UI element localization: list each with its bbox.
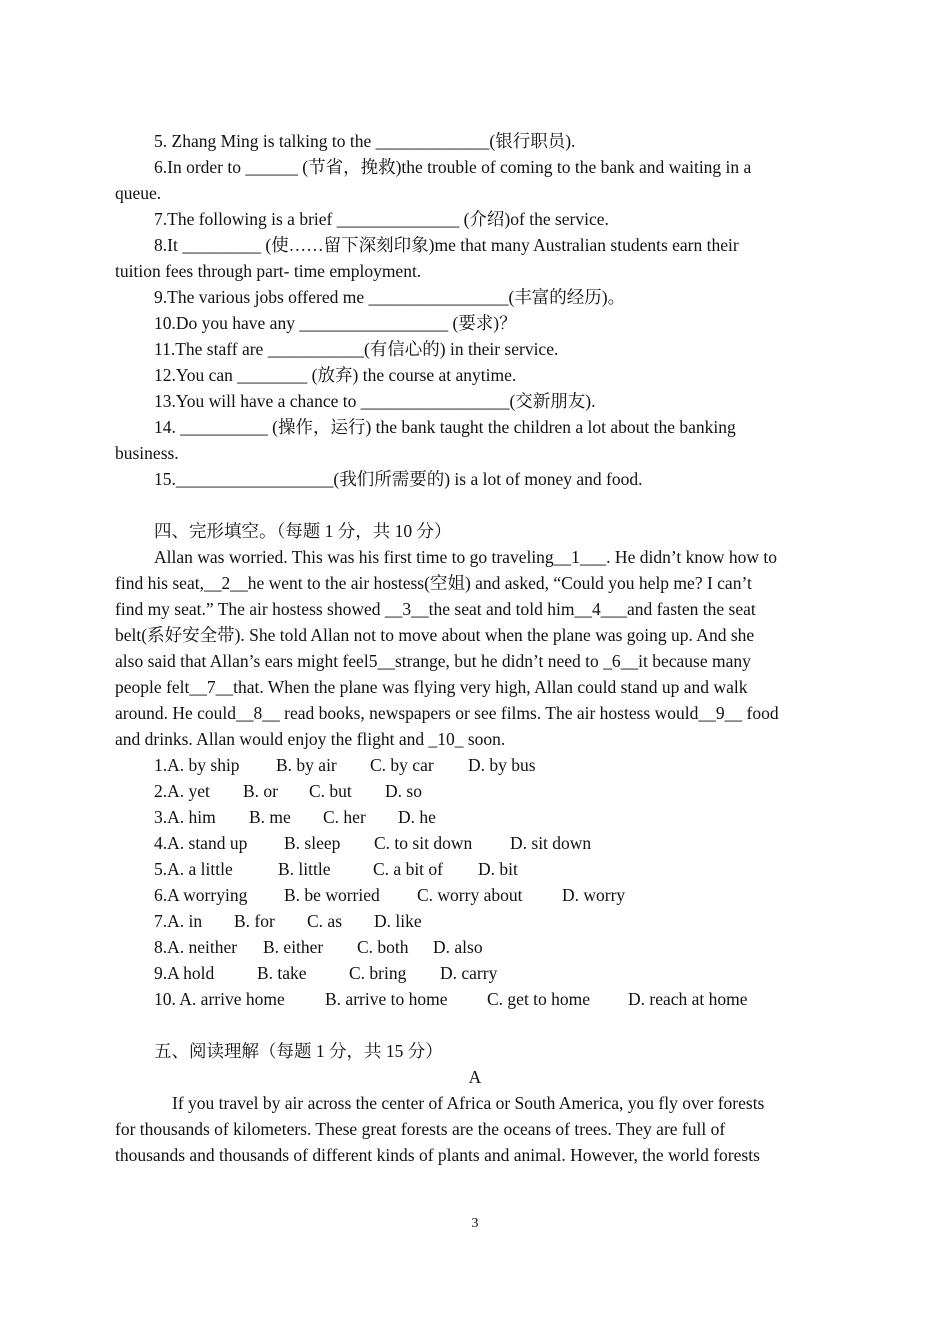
- reading-section-label: A: [468, 1067, 482, 1087]
- option: B. me: [249, 807, 291, 827]
- cloze-passage-line: and drinks. Allan would enjoy the flight and _10_ soon.: [115, 729, 506, 749]
- translation-item-11: 11.The staff are ___________(有信心的) in their service.: [154, 339, 559, 359]
- cloze-passage-line: around. He could__8__ read books, newspapers or see films. The air hostess would__9__ food: [115, 703, 779, 723]
- option: C. by car: [370, 755, 434, 775]
- cloze-options-row: [154, 830, 834, 856]
- option: C. both: [357, 937, 409, 957]
- cloze-heading: 四、完形填空。（每题 1 分，共 10 分）: [154, 521, 452, 541]
- page-number: 3: [471, 1216, 479, 1231]
- cloze-options-row: [154, 804, 834, 830]
- cloze-options-row: [154, 908, 834, 934]
- option: 1.A. by ship: [154, 755, 240, 775]
- option: 4.A. stand up: [154, 833, 248, 853]
- cloze-options-row: [154, 986, 834, 1012]
- option: C. her: [323, 807, 366, 827]
- option: B. or: [243, 781, 278, 801]
- cloze-options-row: [154, 856, 834, 882]
- option: C. but: [309, 781, 352, 801]
- option: C. worry about: [417, 885, 523, 905]
- option: 6.A worrying: [154, 885, 248, 905]
- cloze-options-row: [154, 752, 834, 778]
- option: D. so: [385, 781, 422, 801]
- option: C. a bit of: [373, 859, 443, 879]
- option: D. bit: [478, 859, 518, 879]
- cloze-passage-line: Allan was worried. This was his first time to go traveling__1___. He didn’t know how to: [154, 547, 777, 567]
- option: D. he: [398, 807, 436, 827]
- cloze-passage-line: find his seat,__2__he went to the air hostess(空姐) and asked, “Could you help me? I can’t: [115, 573, 752, 593]
- translation-item-7: 7.The following is a brief ______________ (介绍)of the service.: [154, 209, 609, 229]
- option: D. like: [374, 911, 422, 931]
- option: 10. A. arrive home: [154, 989, 285, 1009]
- translation-item-15: 15.__________________(我们所需要的) is a lot of money and food.: [154, 469, 643, 489]
- option: 5.A. a little: [154, 859, 233, 879]
- option: D. also: [433, 937, 483, 957]
- option: 8.A. neither: [154, 937, 238, 957]
- translation-item-5: 5. Zhang Ming is talking to the _____________(银行职员).: [154, 131, 576, 151]
- translation-item-6-cont: queue.: [115, 183, 162, 203]
- cloze-passage-line: belt(系好安全带). She told Allan not to move about when the plane was going up. And she: [115, 625, 755, 645]
- cloze-options-row: [154, 882, 834, 908]
- translation-item-14: 14. __________ (操作，运行) the bank taught the children a lot about the banking: [154, 417, 736, 437]
- option: B. for: [234, 911, 275, 931]
- reading-passage-line: If you travel by air across the center of Africa or South America, you fly over forests: [172, 1093, 765, 1113]
- reading-passage-line: thousands and thousands of different kinds of plants and animal. However, the world forests: [115, 1145, 760, 1165]
- translation-item-6: 6.In order to ______ (节省，挽救)the trouble of coming to the bank and waiting in a: [154, 157, 752, 177]
- translation-item-8-cont: tuition fees through part- time employment.: [115, 261, 422, 281]
- option: D. worry: [562, 885, 626, 905]
- option: B. little: [278, 859, 331, 879]
- translation-item-10: 10.Do you have any _________________ (要求)？: [154, 313, 517, 333]
- option: D. by bus: [468, 755, 536, 775]
- reading-passage-line: for thousands of kilometers. These great forests are the oceans of trees. They are full of: [115, 1119, 726, 1139]
- option: C. bring: [349, 963, 407, 983]
- option: 3.A. him: [154, 807, 216, 827]
- option: 7.A. in: [154, 911, 203, 931]
- option: 2.A. yet: [154, 781, 210, 801]
- option: B. be worried: [284, 885, 380, 905]
- cloze-passage-line: find my seat.” The air hostess showed __3__the seat and told him__4___and fasten the seat: [115, 599, 756, 619]
- option: B. arrive to home: [325, 989, 448, 1009]
- cloze-options-row: [154, 778, 834, 804]
- cloze-options-row: [154, 960, 834, 986]
- option: C. as: [307, 911, 342, 931]
- cloze-passage-line: people felt__7__that. When the plane was flying very high, Allan could stand up and walk: [115, 677, 748, 697]
- option: C. to sit down: [374, 833, 473, 853]
- option: D. sit down: [510, 833, 592, 853]
- translation-item-12: 12.You can ________ (放弃) the course at anytime.: [154, 365, 517, 385]
- cloze-options-row: [154, 934, 834, 960]
- translation-item-9: 9.The various jobs offered me ________________(丰富的经历)。: [154, 287, 626, 307]
- reading-heading: 五、阅读理解（每题 1 分，共 15 分）: [154, 1041, 443, 1061]
- translation-item-8: 8.It _________ (使……留下深刻印象)me that many Australian students earn their: [154, 235, 739, 255]
- cloze-passage-line: also said that Allan’s ears might feel5__strange, but he didn’t need to _6__it because many: [115, 651, 751, 671]
- option: B. either: [263, 937, 324, 957]
- option: B. take: [257, 963, 307, 983]
- translation-item-14-cont: business.: [115, 443, 179, 463]
- option: B. by air: [276, 755, 337, 775]
- option: C. get to home: [487, 989, 591, 1009]
- option: D. carry: [440, 963, 498, 983]
- option: D. reach at home: [628, 989, 748, 1009]
- option: 9.A hold: [154, 963, 215, 983]
- option: B. sleep: [284, 833, 341, 853]
- translation-item-13: 13.You will have a chance to _________________(交新朋友).: [154, 391, 596, 411]
